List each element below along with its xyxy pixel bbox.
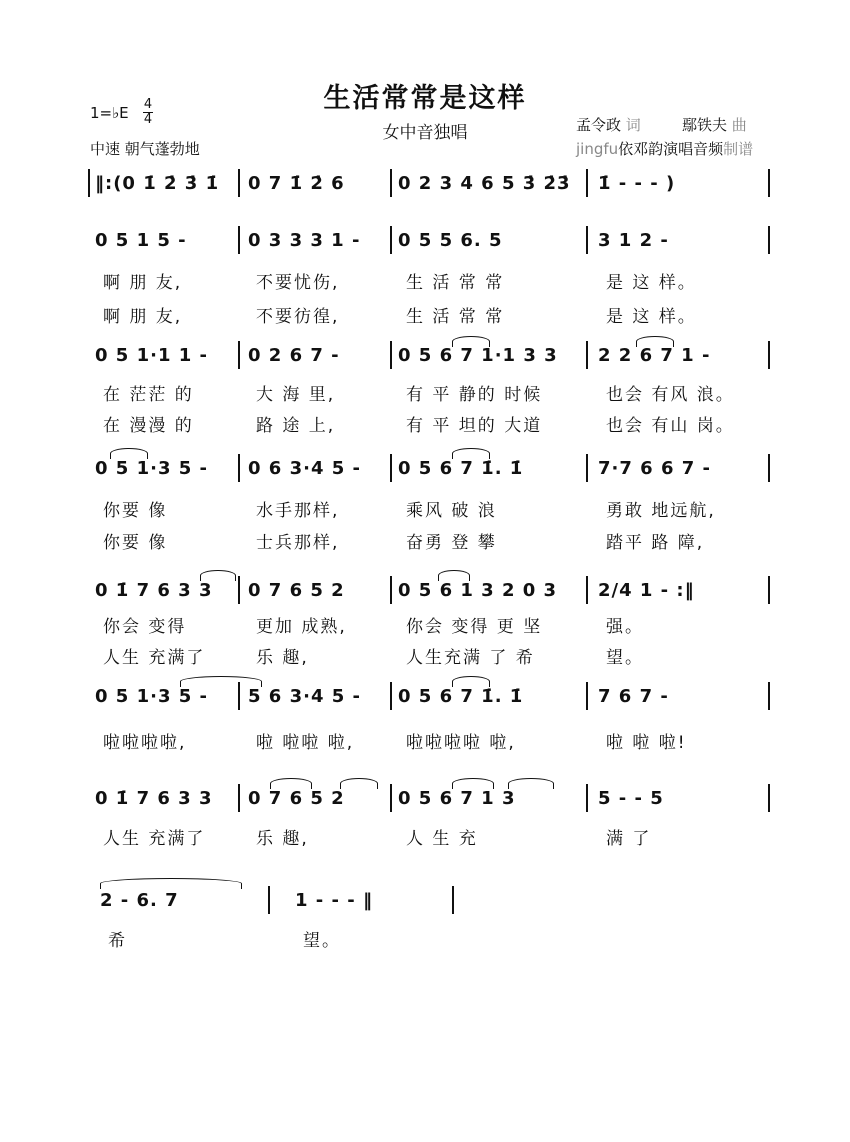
tempo-marking: 中速 朝气蓬勃地 — [90, 140, 200, 158]
slur-arc — [452, 448, 490, 459]
composer-role: 曲 — [731, 116, 747, 134]
measure-notes: 2 - 6. 7 — [100, 890, 179, 911]
barline — [586, 169, 588, 197]
lyric-segment: 更加 成熟, — [256, 617, 347, 637]
measure-notes: 0 5 1 5 - — [95, 230, 187, 251]
measure-notes: 0 1̇ 7 6 3 3 — [95, 788, 213, 809]
measure-notes: 0 5 6 7 1̇. 1̇ — [398, 686, 524, 707]
lyric-segment: 啦啦啦啦, — [103, 733, 187, 753]
song-title: 生活常常是这样 — [323, 83, 527, 114]
measure-notes: 0 5 1·3 5 - — [95, 686, 208, 707]
measure-notes: 0 7 6 5 2 — [248, 788, 345, 809]
measure-notes: 0 5 5 6. 5 — [398, 230, 503, 251]
lyric-segment: 啊 朋 友, — [103, 307, 183, 327]
lyric-segment: 是 这 样。 — [606, 307, 697, 327]
slur-arc — [200, 570, 236, 581]
barline — [390, 784, 392, 812]
measure-notes: 7·7 6 6 7 - — [598, 458, 711, 479]
measure-notes: 1̇ - - - ) — [598, 173, 676, 194]
lyricist-name: 孟令政 — [576, 116, 622, 134]
measure-notes: 0 5 6 7 1 3 — [398, 788, 516, 809]
composer — [682, 114, 747, 135]
measure-notes: 1 - - - ‖ — [295, 890, 374, 911]
lyric-segment: 生 活 常 常 — [406, 307, 505, 327]
measure-notes: 0 2 6 7 - — [248, 345, 340, 366]
measure-notes: 2 2 6 7 1 - — [598, 345, 711, 366]
arranger-credit — [576, 138, 753, 159]
measure-notes: 0 5 6 7 1·1 3 3 — [398, 345, 558, 366]
measure-notes: 7 6 7 - — [598, 686, 669, 707]
slur-arc — [452, 778, 494, 789]
slur-arc — [110, 448, 148, 459]
lyric-segment: 强。 — [606, 617, 644, 637]
barline — [238, 226, 240, 254]
maker-id: jingfu — [576, 140, 619, 158]
slur-arc — [636, 336, 674, 347]
lyric-segment: 在 漫漫 的 — [103, 416, 194, 436]
barline — [768, 576, 770, 604]
barline — [586, 226, 588, 254]
lyric-segment: 望。 — [303, 931, 341, 951]
lyric-segment: 你会 变得 更 坚 — [406, 617, 543, 637]
measure-notes: 3 1 2 - — [598, 230, 669, 251]
slur-arc — [452, 676, 490, 687]
barline — [390, 454, 392, 482]
lyric-segment: 啦 啦啦 啦, — [256, 733, 355, 753]
measure-notes: 0 3 3 3 1 - — [248, 230, 361, 251]
barline — [586, 454, 588, 482]
barline — [390, 226, 392, 254]
barline — [452, 886, 454, 914]
lyric-segment: 乐 趣, — [256, 829, 309, 849]
lyric-segment: 人生 充满了 — [103, 648, 206, 668]
lyric-segment: 踏平 路 障, — [606, 533, 705, 553]
lyric-segment: 生 活 常 常 — [406, 273, 505, 293]
barline — [268, 886, 270, 914]
lyric-segment: 你要 像 — [103, 533, 168, 553]
lyric-segment: 希 — [108, 931, 127, 951]
lyric-segment: 满 了 — [606, 829, 652, 849]
measure-notes: 5 6 3·4 5 - — [248, 686, 361, 707]
slur-arc — [452, 336, 490, 347]
barline — [88, 169, 90, 197]
measure-notes: 0 5 6 7 1̇. 1̇ — [398, 458, 524, 479]
slur-arc — [180, 676, 262, 687]
barline — [390, 576, 392, 604]
barline — [768, 226, 770, 254]
lyric-segment: 是 这 样。 — [606, 273, 697, 293]
slur-arc — [340, 778, 378, 789]
lyric-segment: 乐 趣, — [256, 648, 309, 668]
barline — [390, 682, 392, 710]
lyric-segment: 人 生 充 — [406, 829, 478, 849]
lyric-segment: 啦啦啦啦 啦, — [406, 733, 516, 753]
lyric-segment: 啊 朋 友, — [103, 273, 183, 293]
lyric-segment: 啦 啦 啦! — [606, 733, 687, 753]
barline — [238, 784, 240, 812]
barline — [238, 454, 240, 482]
lyric-segment: 士兵那样, — [256, 533, 340, 553]
barline — [768, 341, 770, 369]
lyric-segment: 奋勇 登 攀 — [406, 533, 497, 553]
time-top: 4 — [143, 97, 153, 112]
measure-notes: 0 5 1·1 1 - — [95, 345, 208, 366]
lyric-segment: 有 平 坦的 大道 — [406, 416, 543, 436]
barline — [768, 682, 770, 710]
barline — [238, 576, 240, 604]
lyric-segment: 人生 充满了 — [103, 829, 206, 849]
barline — [390, 169, 392, 197]
measure-notes: ‖:(0 1̇ 2̇ 3̇ 1̇ — [95, 173, 220, 194]
maker-text: 依邓韵演唱音频 — [618, 140, 724, 158]
lyricist-role: 词 — [625, 116, 641, 134]
lyric-segment: 人生充满 了 希 — [406, 648, 535, 668]
slur-arc — [100, 878, 242, 889]
lyric-segment: 不要忧伤, — [256, 273, 340, 293]
lyric-segment: 也会 有风 浪。 — [606, 385, 735, 405]
lyric-segment: 也会 有山 岗。 — [606, 416, 735, 436]
measure-notes: 0 5 1·3 5 - — [95, 458, 208, 479]
measure-notes: 0 6 3·4 5 - — [248, 458, 361, 479]
composer-name: 鄢铁夫 — [682, 116, 728, 134]
measure-notes: 0 2 3 4 6 5 3̇ 2̇3̇ — [398, 173, 571, 194]
slur-arc — [438, 570, 470, 581]
measure-notes: 0 1̇ 7 6 3 3 — [95, 580, 213, 601]
maker-role: 制谱 — [723, 140, 754, 158]
lyric-segment: 你要 像 — [103, 501, 168, 521]
barline — [586, 576, 588, 604]
barline — [586, 682, 588, 710]
key-text: 1=♭E — [90, 104, 129, 122]
measure-notes: 0 5 6 1 3 2 0 3 — [398, 580, 558, 601]
barline — [390, 341, 392, 369]
time-bottom: 4 — [143, 112, 153, 127]
lyricist — [576, 114, 641, 135]
barline — [238, 169, 240, 197]
lyric-segment: 乘风 破 浪 — [406, 501, 497, 521]
lyric-segment: 路 途 上, — [256, 416, 336, 436]
measure-notes: 0 7 6 5 2 — [248, 580, 345, 601]
key-signature — [90, 104, 129, 122]
barline — [586, 784, 588, 812]
lyric-segment: 有 平 静的 时候 — [406, 385, 543, 405]
lyric-segment: 望。 — [606, 648, 644, 668]
measure-notes: 2/4 1 - :‖ — [598, 580, 695, 601]
barline — [586, 341, 588, 369]
measure-notes: 5 - - 5 — [598, 788, 664, 809]
measure-notes: 0 7 1̇ 2̇ 6 — [248, 173, 345, 194]
barline — [768, 454, 770, 482]
song-subtitle: 女中音独唱 — [382, 123, 468, 143]
slur-arc — [508, 778, 554, 789]
lyric-segment: 勇敢 地远航, — [606, 501, 716, 521]
lyric-segment: 水手那样, — [256, 501, 340, 521]
barline — [768, 784, 770, 812]
barline — [768, 169, 770, 197]
lyric-segment: 你会 变得 — [103, 617, 187, 637]
time-signature — [143, 98, 153, 127]
lyric-segment: 不要彷徨, — [256, 307, 340, 327]
lyric-segment: 在 茫茫 的 — [103, 385, 194, 405]
lyric-segment: 大 海 里, — [256, 385, 336, 405]
slur-arc — [270, 778, 312, 789]
barline — [238, 341, 240, 369]
